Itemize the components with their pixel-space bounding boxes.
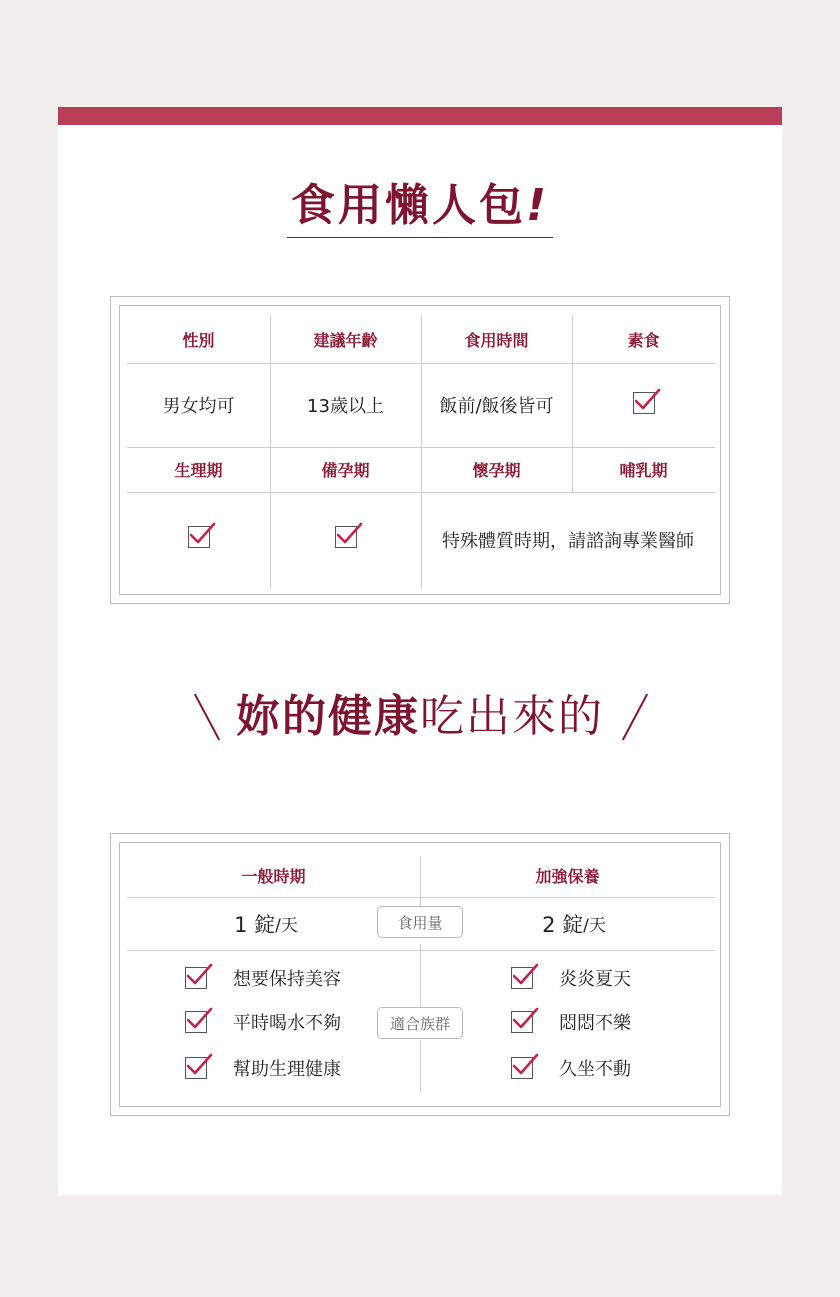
checkbox-icon (185, 967, 207, 989)
header-menstrual: 生理期 (174, 461, 223, 480)
value-preparing-pregnancy (270, 492, 421, 582)
header-breastfeeding: 哺乳期 (619, 461, 668, 480)
value-age: 13歲以上 (307, 396, 384, 417)
pregnancy-note: 特殊體質時期，請諮詢專業醫師 (442, 531, 694, 552)
header-intensive-care: 加強保養 (535, 867, 600, 886)
checkbox-icon (511, 1057, 533, 1079)
value-menstrual (127, 492, 270, 582)
checkbox-icon (511, 967, 533, 989)
slogan (58, 687, 782, 747)
main-card (58, 107, 782, 1195)
title-section (58, 179, 782, 238)
dose-normal: 1 錠 /天 (234, 912, 298, 937)
header-preparing-pregnancy: 備孕期 (321, 461, 370, 480)
right-item: 久坐不動 (511, 1055, 631, 1081)
header-vegetarian: 素食 (627, 330, 660, 350)
dosage-table (110, 833, 730, 1116)
checkbox-icon (185, 1057, 207, 1079)
value-vegetarian (572, 363, 715, 443)
dose-intensive: 2 錠 /天 (542, 912, 606, 937)
left-item: 想要保持美容 (185, 965, 341, 991)
checkbox-icon (633, 392, 655, 414)
value-gender: 男女均可 (162, 396, 235, 417)
usage-table (110, 296, 730, 604)
page-title: 食用懶人包! (287, 179, 553, 238)
checkbox-icon (188, 526, 210, 548)
header-age: 建議年齡 (313, 330, 378, 350)
right-item: 炎炎夏天 (511, 965, 631, 991)
group-label: 適合族群 (377, 1007, 463, 1039)
checkbox-icon (335, 526, 357, 548)
header-normal-period: 一般時期 (241, 867, 306, 886)
slogan-text: 妳的健康吃出來的 (236, 691, 604, 742)
right-item: 悶悶不樂 (511, 1009, 631, 1035)
left-item: 平時喝水不夠 (185, 1009, 341, 1035)
left-item: 幫助生理健康 (185, 1055, 341, 1081)
top-accent-bar (58, 107, 782, 125)
checkbox-icon (511, 1011, 533, 1033)
header-gender: 性別 (182, 330, 215, 350)
value-time: 飯前/飯後皆可 (439, 396, 554, 417)
header-time: 食用時間 (464, 330, 529, 350)
dose-label: 食用量 (377, 906, 463, 938)
checkbox-icon (185, 1011, 207, 1033)
header-pregnancy: 懷孕期 (472, 461, 521, 480)
